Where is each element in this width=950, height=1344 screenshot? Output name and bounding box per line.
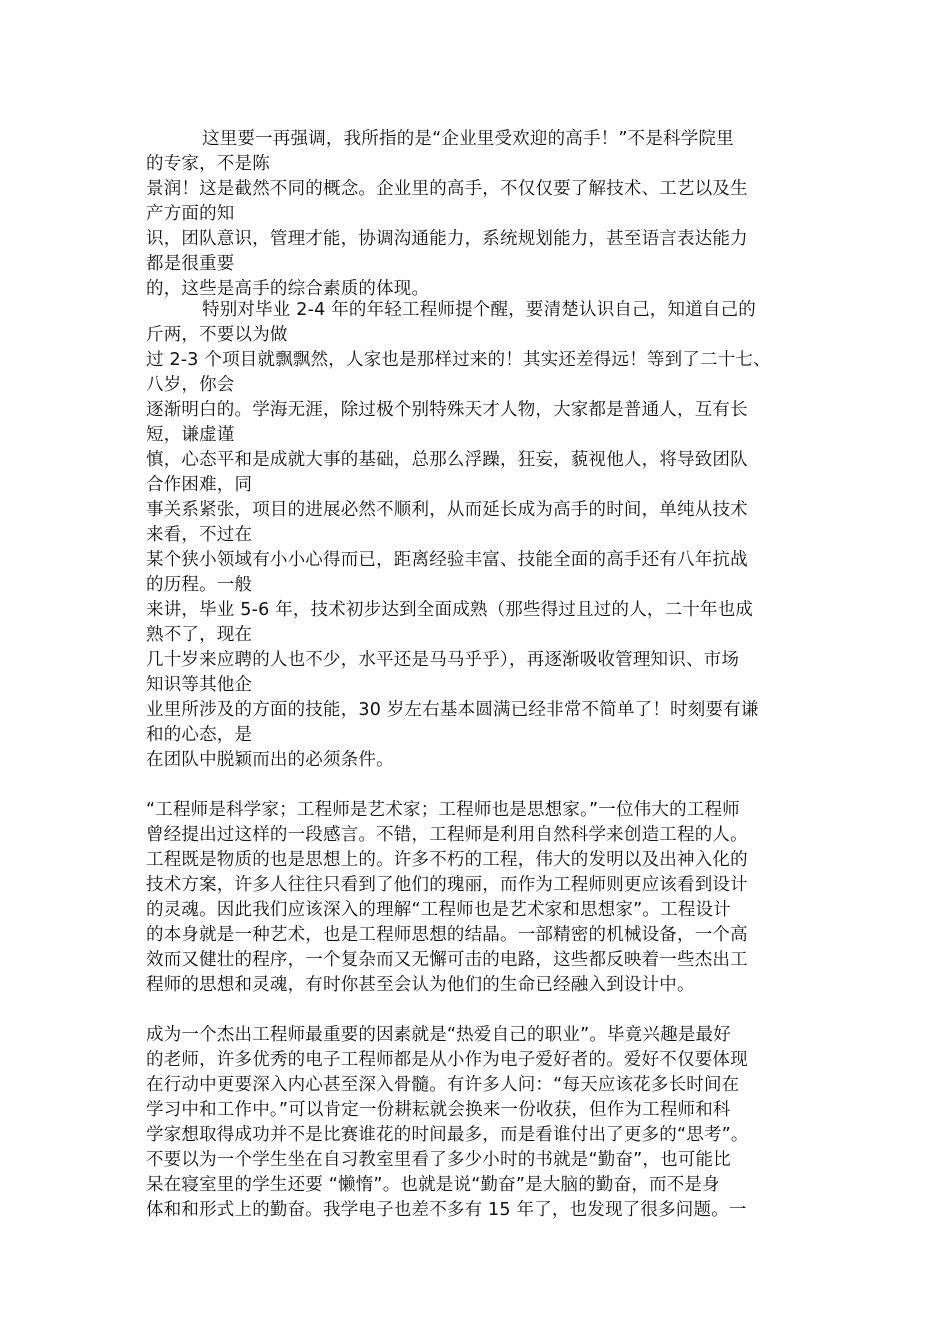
text-line: 慎，心态平和是成就大事的基础，总那么浮躁，狂妄，藐视他人，将导致团队 [146,450,748,470]
text-line: 学习中和工作中。”可以肯定一份耕耘就会换来一份收获，但作为工程师和科 [146,1100,731,1120]
text-line: 在行动中更要深入内心甚至深入骨髓。有许多人问：“每天应该花多长时间在 [146,1075,740,1095]
text-line: 效而又健壮的程序，一个复杂而又无懈可击的电路，这些都反映着一些杰出工 [146,950,748,970]
text-line: 特别对毕业 2-4 年的年轻工程师提个醒，要清楚认识自己，知道自己的 [202,300,757,320]
text-line: 业里所涉及的方面的技能，30 岁左右基本圆满已经非常不简单了！时刻要有谦 [146,700,759,720]
text-line: 不要以为一个学生坐在自习教室里看了多少小时的书就是“勤奋”，也可能比 [146,1150,731,1170]
text-line: 来看，不过在 [146,525,253,545]
text-line: 事关系紧张，项目的进展必然不顺利，从而延长成为高手的时间，单纯从技术 [146,500,748,520]
text-line: “工程师是科学家；工程师是艺术家；工程师也是思想家。”一位伟大的工程师 [146,800,740,820]
text-line: 的灵魂。因此我们应该深入的理解“工程师也是艺术家和思想家”。工程设计 [146,900,731,920]
text-line: 曾经提出过这样的一段感言。不错，工程师是利用自然科学来创造工程的人。 [146,825,748,845]
text-line: 斤两，不要以为做 [146,325,288,345]
text-line: 技术方案，许多人往往只看到了他们的瑰丽，而作为工程师则更应该看到设计 [146,875,748,895]
text-line: 过 2-3 个项目就飘飘然，人家也是那样过来的！其实还差得远！等到了二十七、 [146,350,771,370]
text-line: 知识等其他企 [146,675,253,695]
text-line: 和的心态，是 [146,725,253,745]
text-line: 熟不了，现在 [146,625,253,645]
text-line: 的，这些是高手的综合素质的体现。 [146,279,430,299]
text-line: 的老师，许多优秀的电子工程师都是从小作为电子爱好者的。爱好不仅要体现 [146,1050,748,1070]
text-line: 短，谦虚谨 [146,425,235,445]
text-line: 逐渐明白的。学海无涯，除过极个别特殊天才人物，大家都是普通人，互有长 [146,400,748,420]
text-line: 在团队中脱颖而出的必须条件。 [146,750,394,770]
text-line: 来讲，毕业 5-6 年，技术初步达到全面成熟（那些得过且过的人，二十年也成 [146,600,754,620]
text-line: 几十岁来应聘的人也不少，水平还是马马乎乎），再逐渐吸收管理知识、市场 [146,650,740,670]
text-line: 工程既是物质的也是思想上的。许多不朽的工程，伟大的发明以及出神入化的 [146,850,748,870]
text-line: 的专家，不是陈 [146,154,270,174]
text-line: 这里要一再强调，我所指的是“企业里受欢迎的高手！”不是科学院里 [202,129,734,149]
text-line: 某个狭小领域有小小心得而已，距离经验丰富、技能全面的高手还有八年抗战 [146,550,748,570]
text-line: 成为一个杰出工程师最重要的因素就是“热爱自己的职业”。毕竟兴趣是最好 [146,1025,731,1045]
text-line: 都是很重要 [146,254,235,274]
text-line: 识，团队意识，管理才能，协调沟通能力，系统规划能力，甚至语言表达能力 [146,229,748,249]
text-line: 体和和形式上的勤奋。我学电子也差不多有 15 年了，也发现了很多问题。一 [146,1200,747,1220]
text-line: 呆在寝室里的学生还要 “懒惰”。也就是说“勤奋”是大脑的勤奋，而不是身 [146,1175,720,1195]
text-line: 的历程。一般 [146,575,253,595]
text-line: 的本身就是一种艺术，也是工程师思想的结晶。一部精密的机械设备，一个高 [146,925,748,945]
text-line: 八岁，你会 [146,375,235,395]
text-line: 产方面的知 [146,204,235,224]
text-line: 程师的思想和灵魂，有时你甚至会认为他们的生命已经融入到设计中。 [146,975,695,995]
text-line: 学家想取得成功并不是比赛谁花的时间最多，而是看谁付出了更多的“思考”。 [146,1125,749,1145]
text-line: 合作困难，同 [146,475,253,495]
text-line: 景润！这是截然不同的概念。企业里的高手，不仅仅要了解技术、工艺以及生 [146,179,748,199]
